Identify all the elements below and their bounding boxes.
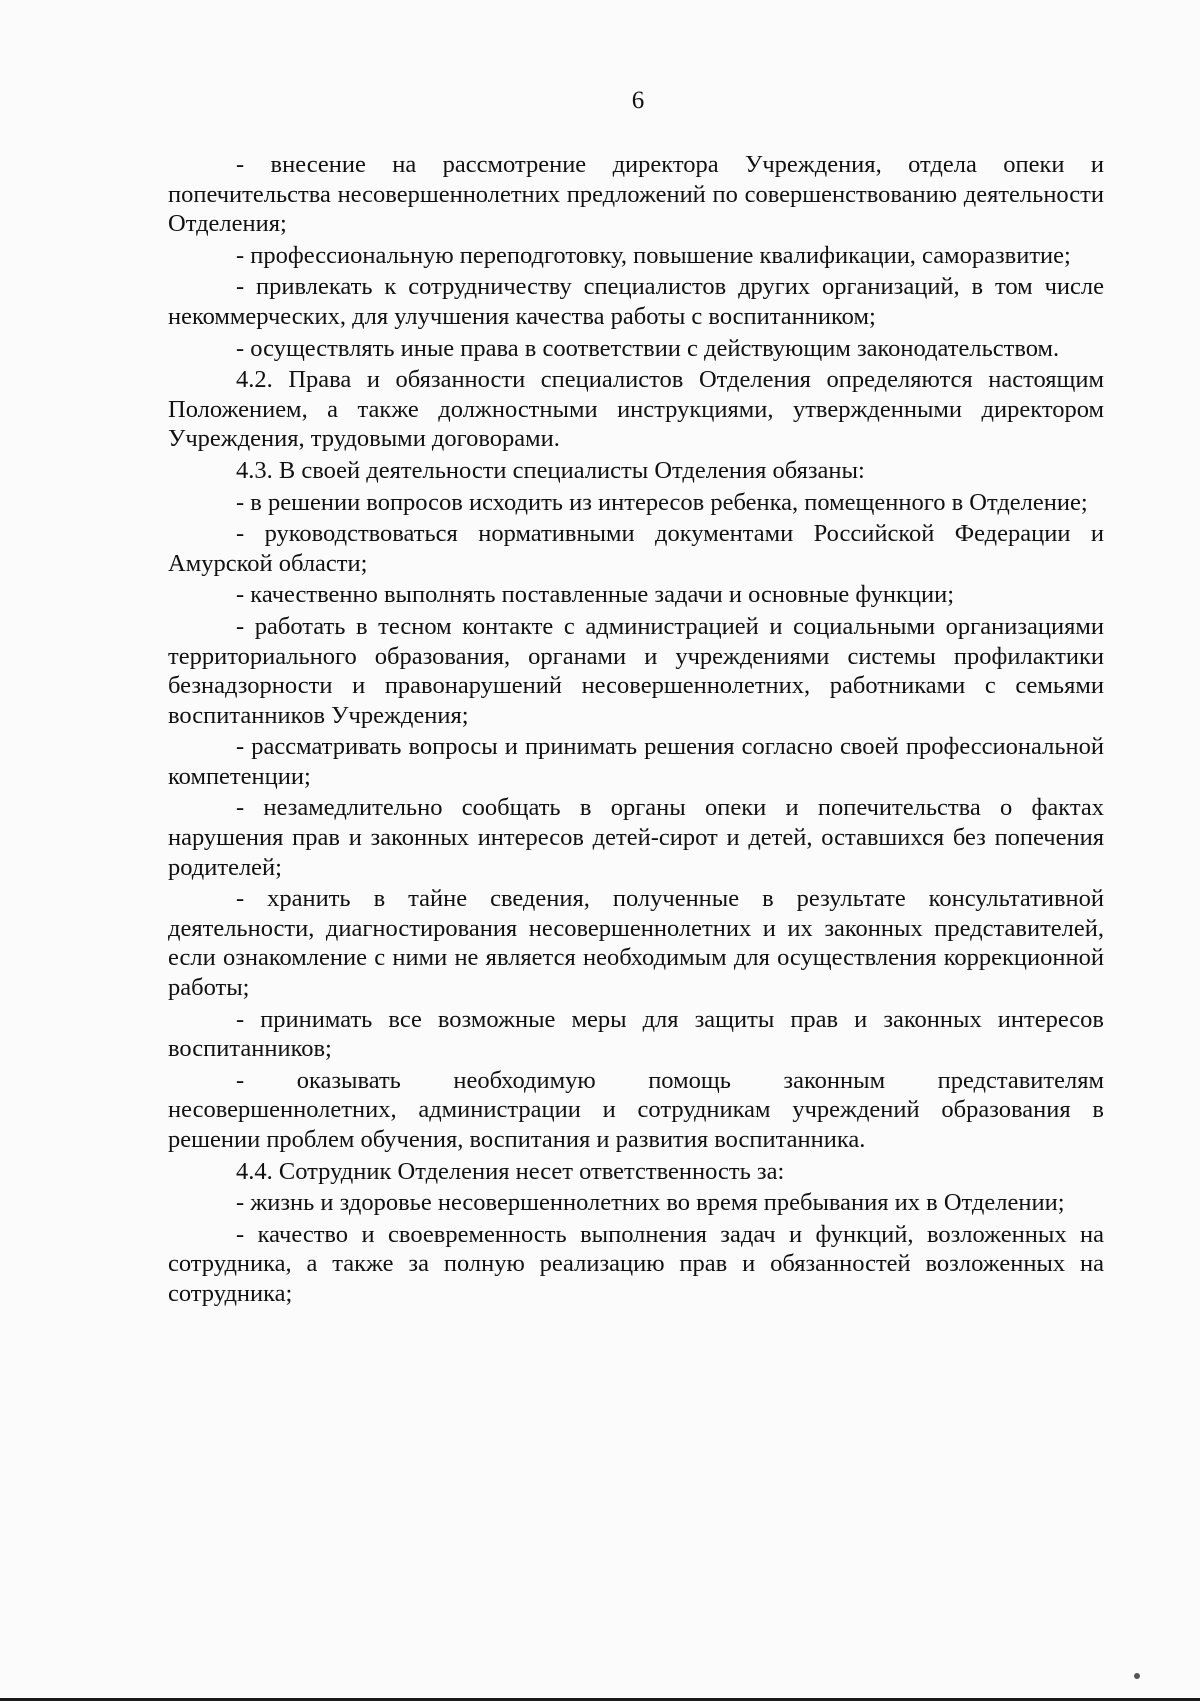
page-number: 6 (631, 87, 645, 114)
paragraph: - качество и своевременность выполнения задач и функций, возложенных на сотрудника, а также за полную реализацию прав и обязанностей возложенных на сотрудника; (168, 1220, 1104, 1307)
paragraph: - оказывать необходимую помощь законным представителям несовершеннолетних, администрации и сотрудникам учреждений образования в решении проблем обучения, воспитания и развития воспитанника. (168, 1066, 1104, 1153)
scan-speck (1134, 1673, 1140, 1679)
paragraph: - принимать все возможные меры для защиты прав и законных интересов воспитанников; (168, 1005, 1104, 1063)
paragraph: - в решении вопросов исходить из интересов ребенка, помещенного в Отделение; (236, 488, 1088, 516)
paragraph: 4.2. Права и обязанности специалистов Отделения определяются настоящим Положением, а также должностными инструкциями, утвержденными директором Учреждения, трудовыми договорами. (168, 366, 1104, 453)
paragraph: - привлекать к сотрудничеству специалистов других организаций, в том числе некоммерческих, для улучшения качества работы с воспитанником; (168, 273, 1104, 330)
paragraph: 4.4. Сотрудник Отделения несет ответственность за: (236, 1157, 785, 1185)
paragraph: - рассматривать вопросы и принимать решения согласно своей профессиональной компетенции; (168, 733, 1104, 790)
paragraph: - внесение на рассмотрение директора Учреждения, отдела опеки и попечительства несовершеннолетних предложений по совершенствованию деятельности Отделения; (168, 151, 1104, 238)
paragraph: - работать в тесном контакте с администрацией и социальными организациями территориального образования, органами и учреждениями системы профилактики безнадзорности и правонарушений несовершеннолетних, работниками с семьями воспитанников Учреждения; (168, 612, 1104, 729)
paragraph: - руководствоваться нормативными документами Российской Федерации и Амурской области; (168, 520, 1104, 577)
paragraph: - незамедлительно сообщать в органы опеки и попечительства о фактах нарушения прав и законных интересов детей-сирот и детей, оставшихся без попечения родителей; (168, 794, 1104, 881)
paragraph: - профессиональную переподготовку, повышение квалификации, саморазвитие; (236, 241, 1071, 269)
paragraph: - хранить в тайне сведения, полученные в результате консультативной деятельности, диагностирования несовершеннолетних и их законных представителей, если ознакомление с ними не является необходимым для осуществления коррекционной работы; (168, 885, 1104, 1002)
paragraph: - качественно выполнять поставленные задачи и основные функции; (236, 581, 955, 609)
paragraph: 4.3. В своей деятельности специалисты Отделения обязаны: (236, 456, 865, 484)
paragraph: - жизнь и здоровье несовершеннолетних во время пребывания их в Отделении; (236, 1189, 1065, 1217)
document-body (168, 150, 1104, 1311)
paragraph: - осуществлять иные права в соответствии с действующим законодательством. (236, 334, 1060, 362)
